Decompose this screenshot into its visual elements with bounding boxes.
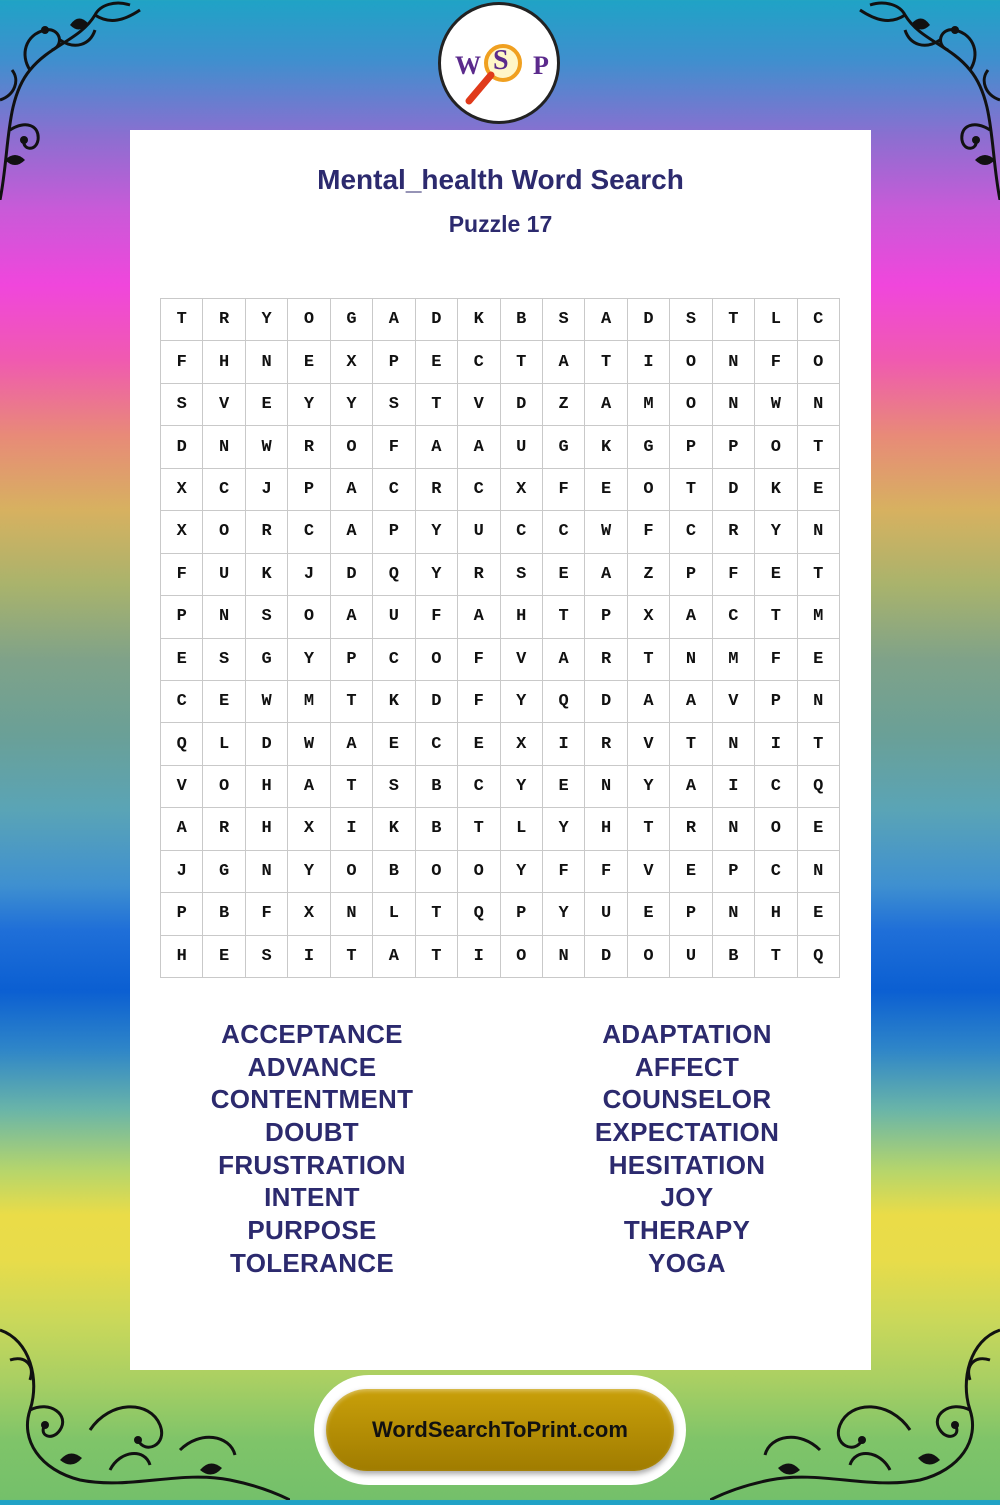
- grid-cell[interactable]: A: [416, 426, 458, 468]
- grid-cell[interactable]: L: [373, 893, 415, 935]
- ornament-top-left: [0, 0, 150, 200]
- grid-cell[interactable]: O: [628, 469, 670, 511]
- grid-cell[interactable]: V: [628, 851, 670, 893]
- grid-cell[interactable]: T: [670, 469, 712, 511]
- grid-cell[interactable]: E: [798, 639, 840, 681]
- grid-cell[interactable]: X: [161, 511, 203, 553]
- grid-cell[interactable]: V: [458, 384, 500, 426]
- grid-cell[interactable]: K: [373, 681, 415, 723]
- word-item: TOLERANCE: [229, 1247, 394, 1278]
- grid-cell[interactable]: O: [458, 851, 500, 893]
- grid-cell[interactable]: S: [670, 299, 712, 341]
- grid-cell[interactable]: C: [288, 511, 330, 553]
- grid-cell[interactable]: N: [798, 511, 840, 553]
- grid-cell[interactable]: C: [501, 511, 543, 553]
- grid-cell[interactable]: E: [798, 808, 840, 850]
- grid-cell[interactable]: H: [203, 341, 245, 383]
- grid-cell[interactable]: C: [416, 723, 458, 765]
- grid-cell[interactable]: U: [501, 426, 543, 468]
- grid-cell[interactable]: O: [416, 639, 458, 681]
- grid-cell[interactable]: K: [458, 299, 500, 341]
- grid-cell[interactable]: I: [331, 808, 373, 850]
- grid-cell[interactable]: Y: [501, 851, 543, 893]
- grid-cell[interactable]: T: [585, 341, 627, 383]
- grid-cell[interactable]: G: [203, 851, 245, 893]
- grid-cell[interactable]: P: [713, 426, 755, 468]
- word-item: EXPECTATION: [594, 1117, 780, 1148]
- grid-cell[interactable]: P: [373, 341, 415, 383]
- grid-cell[interactable]: D: [416, 299, 458, 341]
- grid-cell[interactable]: X: [288, 808, 330, 850]
- grid-cell[interactable]: A: [670, 596, 712, 638]
- grid-cell[interactable]: F: [458, 639, 500, 681]
- grid-cell[interactable]: O: [331, 426, 373, 468]
- word-item: COUNSELOR: [602, 1084, 772, 1115]
- grid-cell[interactable]: F: [755, 341, 797, 383]
- grid-cell[interactable]: T: [161, 299, 203, 341]
- word-item: HESITATION: [608, 1149, 766, 1180]
- grid-cell[interactable]: N: [246, 851, 288, 893]
- grid-cell[interactable]: C: [670, 511, 712, 553]
- grid-cell[interactable]: A: [288, 766, 330, 808]
- grid-cell[interactable]: F: [246, 893, 288, 935]
- grid-cell[interactable]: L: [755, 299, 797, 341]
- grid-cell[interactable]: A: [331, 723, 373, 765]
- grid-cell[interactable]: R: [416, 469, 458, 511]
- grid-cell[interactable]: C: [713, 596, 755, 638]
- grid-cell[interactable]: T: [543, 596, 585, 638]
- grid-cell[interactable]: R: [246, 511, 288, 553]
- grid-cell[interactable]: E: [585, 469, 627, 511]
- grid-cell[interactable]: P: [713, 851, 755, 893]
- grid-cell[interactable]: F: [543, 851, 585, 893]
- word-item: AFFECT: [634, 1051, 740, 1082]
- grid-cell[interactable]: A: [331, 469, 373, 511]
- grid-cell[interactable]: K: [246, 554, 288, 596]
- grid-cell[interactable]: Y: [755, 511, 797, 553]
- grid-cell[interactable]: N: [713, 723, 755, 765]
- letter-grid: [160, 298, 840, 978]
- grid-cell[interactable]: J: [161, 851, 203, 893]
- grid-cell[interactable]: A: [543, 639, 585, 681]
- grid-cell[interactable]: T: [416, 384, 458, 426]
- grid-cell[interactable]: E: [543, 554, 585, 596]
- grid-cell[interactable]: T: [628, 808, 670, 850]
- grid-cell[interactable]: B: [713, 936, 755, 978]
- grid-cell[interactable]: W: [246, 681, 288, 723]
- grid-cell[interactable]: X: [628, 596, 670, 638]
- grid-cell[interactable]: A: [331, 511, 373, 553]
- grid-cell[interactable]: D: [585, 681, 627, 723]
- word-item: ACCEPTANCE: [221, 1019, 403, 1049]
- grid-cell[interactable]: H: [501, 596, 543, 638]
- grid-cell[interactable]: Y: [501, 681, 543, 723]
- grid-cell[interactable]: C: [373, 469, 415, 511]
- grid-cell[interactable]: D: [161, 426, 203, 468]
- grid-cell[interactable]: E: [203, 681, 245, 723]
- grid-cell[interactable]: M: [628, 384, 670, 426]
- grid-cell[interactable]: N: [585, 766, 627, 808]
- grid-cell[interactable]: T: [331, 936, 373, 978]
- grid-cell[interactable]: A: [373, 299, 415, 341]
- grid-cell[interactable]: N: [713, 341, 755, 383]
- grid-cell[interactable]: W: [246, 426, 288, 468]
- grid-cell[interactable]: K: [755, 469, 797, 511]
- logo-letter-s: S: [493, 45, 509, 76]
- grid-cell[interactable]: Z: [543, 384, 585, 426]
- grid-cell[interactable]: R: [288, 426, 330, 468]
- grid-cell[interactable]: U: [670, 936, 712, 978]
- grid-cell[interactable]: M: [713, 639, 755, 681]
- grid-cell[interactable]: H: [585, 808, 627, 850]
- word-item: DOUBT: [265, 1117, 359, 1148]
- grid-cell[interactable]: E: [416, 341, 458, 383]
- grid-cell[interactable]: C: [458, 766, 500, 808]
- grid-cell[interactable]: Y: [501, 766, 543, 808]
- grid-cell[interactable]: N: [713, 893, 755, 935]
- grid-cell[interactable]: O: [203, 766, 245, 808]
- grid-cell[interactable]: E: [288, 341, 330, 383]
- grid-cell[interactable]: P: [670, 893, 712, 935]
- grid-cell[interactable]: E: [670, 851, 712, 893]
- grid-cell[interactable]: B: [416, 808, 458, 850]
- grid-cell[interactable]: H: [755, 893, 797, 935]
- word-list-left: [127, 1018, 497, 1280]
- grid-cell[interactable]: E: [458, 723, 500, 765]
- grid-cell[interactable]: A: [458, 426, 500, 468]
- ornament-top-right: [850, 0, 1000, 200]
- grid-cell[interactable]: P: [373, 511, 415, 553]
- grid-cell[interactable]: Y: [331, 384, 373, 426]
- grid-cell[interactable]: Y: [416, 511, 458, 553]
- word-item: ADAPTATION: [602, 1019, 772, 1049]
- grid-cell[interactable]: Y: [416, 554, 458, 596]
- grid-cell[interactable]: R: [203, 299, 245, 341]
- site-link-label[interactable]: WordSearchToPrint.com: [326, 1389, 674, 1471]
- grid-cell[interactable]: B: [501, 299, 543, 341]
- word-item: ADVANCE: [247, 1051, 377, 1082]
- grid-cell[interactable]: D: [331, 554, 373, 596]
- grid-cell[interactable]: Q: [798, 766, 840, 808]
- grid-cell[interactable]: F: [458, 681, 500, 723]
- grid-cell[interactable]: X: [288, 893, 330, 935]
- grid-cell[interactable]: F: [543, 469, 585, 511]
- grid-cell[interactable]: H: [246, 808, 288, 850]
- grid-cell[interactable]: C: [373, 639, 415, 681]
- grid-cell[interactable]: E: [161, 639, 203, 681]
- grid-cell[interactable]: L: [501, 808, 543, 850]
- grid-cell[interactable]: D: [713, 469, 755, 511]
- grid-cell[interactable]: S: [501, 554, 543, 596]
- grid-cell[interactable]: O: [755, 426, 797, 468]
- grid-cell[interactable]: T: [798, 723, 840, 765]
- grid-cell[interactable]: Q: [373, 554, 415, 596]
- grid-cell[interactable]: Q: [458, 893, 500, 935]
- grid-cell[interactable]: O: [288, 299, 330, 341]
- grid-cell[interactable]: P: [670, 426, 712, 468]
- grid-cell[interactable]: Y: [543, 893, 585, 935]
- grid-cell[interactable]: R: [585, 639, 627, 681]
- grid-cell[interactable]: X: [501, 723, 543, 765]
- grid-cell[interactable]: H: [161, 936, 203, 978]
- grid-cell[interactable]: T: [331, 681, 373, 723]
- grid-cell[interactable]: O: [670, 384, 712, 426]
- word-item: PURPOSE: [247, 1215, 377, 1246]
- grid-cell[interactable]: E: [203, 936, 245, 978]
- grid-cell[interactable]: X: [161, 469, 203, 511]
- word-item: JOY: [660, 1182, 714, 1213]
- word-list-right: [502, 1018, 872, 1280]
- grid-cell[interactable]: T: [416, 936, 458, 978]
- grid-cell[interactable]: Y: [246, 299, 288, 341]
- grid-cell[interactable]: B: [203, 893, 245, 935]
- puzzle-sheet: [130, 130, 871, 1370]
- grid-cell[interactable]: R: [713, 511, 755, 553]
- grid-cell[interactable]: P: [161, 893, 203, 935]
- grid-cell[interactable]: N: [798, 384, 840, 426]
- grid-cell[interactable]: P: [670, 554, 712, 596]
- grid-cell[interactable]: Q: [161, 723, 203, 765]
- word-item: YOGA: [648, 1247, 726, 1278]
- grid-cell[interactable]: C: [458, 341, 500, 383]
- grid-cell[interactable]: U: [585, 893, 627, 935]
- grid-cell[interactable]: T: [670, 723, 712, 765]
- grid-cell[interactable]: D: [416, 681, 458, 723]
- grid-cell[interactable]: H: [246, 766, 288, 808]
- word-item: THERAPY: [623, 1215, 751, 1246]
- grid-cell[interactable]: E: [628, 893, 670, 935]
- grid-cell[interactable]: G: [543, 426, 585, 468]
- grid-cell[interactable]: O: [798, 341, 840, 383]
- grid-cell[interactable]: D: [246, 723, 288, 765]
- grid-cell[interactable]: S: [161, 384, 203, 426]
- grid-cell[interactable]: P: [288, 469, 330, 511]
- grid-cell[interactable]: P: [585, 596, 627, 638]
- grid-cell[interactable]: I: [458, 936, 500, 978]
- grid-cell[interactable]: G: [246, 639, 288, 681]
- grid-cell[interactable]: Q: [543, 681, 585, 723]
- grid-cell[interactable]: F: [161, 554, 203, 596]
- grid-cell[interactable]: F: [628, 511, 670, 553]
- grid-cell[interactable]: T: [628, 639, 670, 681]
- grid-cell[interactable]: F: [713, 554, 755, 596]
- grid-cell[interactable]: R: [670, 808, 712, 850]
- grid-cell[interactable]: R: [203, 808, 245, 850]
- grid-cell[interactable]: Z: [628, 554, 670, 596]
- grid-cell[interactable]: Y: [288, 384, 330, 426]
- grid-cell[interactable]: W: [585, 511, 627, 553]
- grid-cell[interactable]: T: [755, 936, 797, 978]
- grid-cell[interactable]: A: [670, 681, 712, 723]
- grid-cell[interactable]: Y: [543, 808, 585, 850]
- word-item: FRUSTRATION: [218, 1149, 406, 1180]
- grid-cell[interactable]: C: [755, 766, 797, 808]
- grid-cell[interactable]: W: [755, 384, 797, 426]
- grid-cell[interactable]: N: [713, 808, 755, 850]
- ornament-icon: [850, 0, 1000, 200]
- grid-cell[interactable]: I: [755, 723, 797, 765]
- grid-cell[interactable]: U: [373, 596, 415, 638]
- grid-cell[interactable]: T: [755, 596, 797, 638]
- grid-cell[interactable]: R: [458, 554, 500, 596]
- grid-cell[interactable]: P: [331, 639, 373, 681]
- grid-cell[interactable]: A: [628, 681, 670, 723]
- grid-cell[interactable]: A: [585, 384, 627, 426]
- grid-cell[interactable]: S: [246, 936, 288, 978]
- grid-cell[interactable]: S: [203, 639, 245, 681]
- grid-cell[interactable]: T: [458, 808, 500, 850]
- grid-cell[interactable]: N: [246, 341, 288, 383]
- grid-cell[interactable]: O: [755, 808, 797, 850]
- grid-cell[interactable]: S: [543, 299, 585, 341]
- grid-cell[interactable]: N: [203, 596, 245, 638]
- grid-cell[interactable]: T: [501, 341, 543, 383]
- grid-cell[interactable]: C: [798, 299, 840, 341]
- grid-cell[interactable]: V: [713, 681, 755, 723]
- grid-cell[interactable]: M: [288, 681, 330, 723]
- grid-cell[interactable]: S: [373, 384, 415, 426]
- grid-cell[interactable]: C: [458, 469, 500, 511]
- grid-cell[interactable]: R: [585, 723, 627, 765]
- ornament-icon: [0, 0, 150, 200]
- logo-letter-p: P: [533, 51, 549, 80]
- grid-cell[interactable]: E: [246, 384, 288, 426]
- grid-cell[interactable]: U: [458, 511, 500, 553]
- grid-cell[interactable]: I: [713, 766, 755, 808]
- grid-cell[interactable]: O: [670, 341, 712, 383]
- grid-cell[interactable]: F: [585, 851, 627, 893]
- grid-cell[interactable]: N: [798, 681, 840, 723]
- grid-cell[interactable]: I: [628, 341, 670, 383]
- grid-cell[interactable]: V: [161, 766, 203, 808]
- grid-cell[interactable]: M: [798, 596, 840, 638]
- grid-cell[interactable]: A: [458, 596, 500, 638]
- grid-cell[interactable]: O: [628, 936, 670, 978]
- grid-cell[interactable]: V: [628, 723, 670, 765]
- grid-cell[interactable]: A: [543, 341, 585, 383]
- grid-cell[interactable]: O: [331, 851, 373, 893]
- grid-cell[interactable]: B: [416, 766, 458, 808]
- grid-cell[interactable]: J: [288, 554, 330, 596]
- grid-cell[interactable]: V: [203, 384, 245, 426]
- grid-cell[interactable]: E: [543, 766, 585, 808]
- grid-cell[interactable]: E: [798, 469, 840, 511]
- grid-cell[interactable]: A: [585, 554, 627, 596]
- grid-cell[interactable]: O: [501, 936, 543, 978]
- grid-cell[interactable]: N: [798, 851, 840, 893]
- grid-cell[interactable]: Q: [798, 936, 840, 978]
- grid-cell[interactable]: G: [331, 299, 373, 341]
- site-link-button[interactable]: [314, 1375, 686, 1485]
- grid-cell[interactable]: T: [798, 554, 840, 596]
- grid-cell[interactable]: D: [501, 384, 543, 426]
- grid-cell[interactable]: B: [373, 851, 415, 893]
- grid-cell[interactable]: I: [543, 723, 585, 765]
- grid-cell[interactable]: I: [288, 936, 330, 978]
- grid-cell[interactable]: P: [755, 681, 797, 723]
- grid-cell[interactable]: N: [713, 384, 755, 426]
- grid-cell[interactable]: X: [501, 469, 543, 511]
- grid-cell[interactable]: T: [331, 766, 373, 808]
- grid-cell[interactable]: Y: [628, 766, 670, 808]
- grid-cell[interactable]: T: [416, 893, 458, 935]
- page-title: Mental_health Word Search: [317, 164, 684, 195]
- grid-cell[interactable]: K: [373, 808, 415, 850]
- grid-cell[interactable]: U: [203, 554, 245, 596]
- grid-cell[interactable]: P: [501, 893, 543, 935]
- site-logo[interactable]: [438, 2, 560, 124]
- grid-cell[interactable]: C: [203, 469, 245, 511]
- grid-cell[interactable]: F: [755, 639, 797, 681]
- grid-cell[interactable]: A: [161, 808, 203, 850]
- grid-cell[interactable]: O: [288, 596, 330, 638]
- word-item: CONTENTMENT: [210, 1084, 414, 1115]
- grid-cell[interactable]: S: [373, 766, 415, 808]
- logo-letter-w: W: [455, 51, 481, 80]
- grid-cell[interactable]: P: [161, 596, 203, 638]
- grid-cell[interactable]: N: [331, 893, 373, 935]
- grid-cell[interactable]: A: [670, 766, 712, 808]
- grid-cell[interactable]: D: [585, 936, 627, 978]
- grid-cell[interactable]: E: [373, 723, 415, 765]
- grid-cell[interactable]: A: [331, 596, 373, 638]
- grid-cell[interactable]: T: [798, 426, 840, 468]
- grid-cell[interactable]: C: [755, 851, 797, 893]
- grid-cell[interactable]: V: [501, 639, 543, 681]
- grid-cell[interactable]: N: [670, 639, 712, 681]
- grid-cell[interactable]: L: [203, 723, 245, 765]
- grid-cell[interactable]: F: [373, 426, 415, 468]
- grid-cell[interactable]: C: [543, 511, 585, 553]
- grid-cell[interactable]: W: [288, 723, 330, 765]
- grid-cell[interactable]: A: [585, 299, 627, 341]
- grid-cell[interactable]: A: [373, 936, 415, 978]
- grid-cell[interactable]: F: [416, 596, 458, 638]
- grid-cell[interactable]: O: [203, 511, 245, 553]
- grid-cell[interactable]: J: [246, 469, 288, 511]
- grid-cell[interactable]: S: [246, 596, 288, 638]
- word-item: INTENT: [264, 1182, 360, 1213]
- grid-cell[interactable]: K: [585, 426, 627, 468]
- grid-cell[interactable]: Y: [288, 851, 330, 893]
- grid-cell[interactable]: N: [203, 426, 245, 468]
- grid-cell[interactable]: O: [416, 851, 458, 893]
- grid-cell[interactable]: E: [798, 893, 840, 935]
- grid-cell[interactable]: N: [543, 936, 585, 978]
- grid-cell[interactable]: T: [713, 299, 755, 341]
- grid-cell[interactable]: G: [628, 426, 670, 468]
- grid-cell[interactable]: C: [161, 681, 203, 723]
- grid-cell[interactable]: F: [161, 341, 203, 383]
- grid-cell[interactable]: Y: [288, 639, 330, 681]
- grid-cell[interactable]: D: [628, 299, 670, 341]
- grid-cell[interactable]: X: [331, 341, 373, 383]
- puzzle-number: Puzzle 17: [448, 211, 553, 237]
- grid-cell[interactable]: E: [755, 554, 797, 596]
